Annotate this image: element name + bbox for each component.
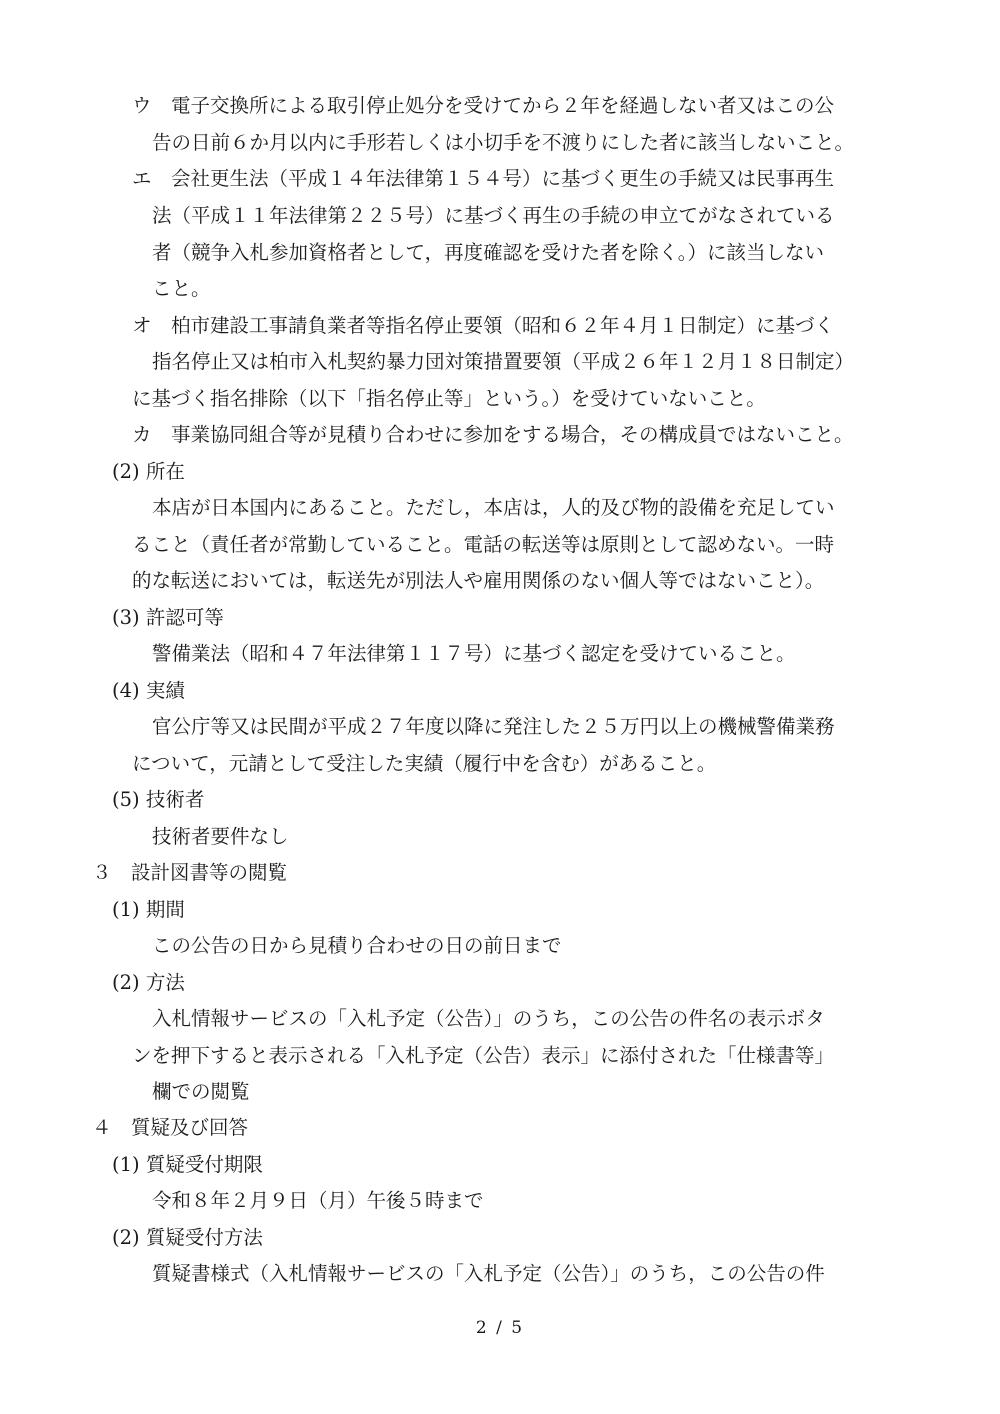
text-line: 的な転送においては，転送先が別法人や雇用関係のない個人等ではないこと）。 <box>132 569 825 592</box>
section-heading: (3) 許認可等 <box>112 606 224 629</box>
chapter-heading: ４ 質疑及び回答 <box>92 1116 249 1139</box>
text-line: ること（責任者が常勤していること。電話の転送等は原則として認めない。一時 <box>132 533 835 556</box>
section-heading: (1) 質疑受付期限 <box>112 1153 263 1176</box>
page-number: 2 / 5 <box>475 1318 525 1338</box>
text-line: 官公庁等又は民間が平成２７年度以降に発注した２５万円以上の機械警備業務 <box>152 715 835 738</box>
text-line: 本店が日本国内にあること。ただし，本店は，人的及び物的設備を充足してい <box>152 496 835 519</box>
text-line: 警備業法（昭和４７年法律第１１７号）に基づく認定を受けていること。 <box>152 642 796 665</box>
text-line: ウ 電子交換所による取引停止処分を受けてから２年を経過しない者又はこの公 <box>132 94 835 117</box>
text-line: 告の日前６か月以内に手形若しくは小切手を不渡りにした者に該当しないこと。 <box>152 131 855 154</box>
text-line: カ 事業協同組合等が見積り合わせに参加をする場合，その構成員ではないこと。 <box>132 423 854 446</box>
section-heading: (1) 期間 <box>112 898 185 921</box>
text-line: 欄での閲覧 <box>152 1080 250 1103</box>
text-line: 技術者要件なし <box>152 825 289 848</box>
text-line: 令和８年２月９日（月）午後５時まで <box>152 1189 484 1212</box>
section-heading: (2) 質疑受付方法 <box>112 1226 263 1249</box>
text-line: オ 柏市建設工事請負業者等指名停止要領（昭和６２年４月１日制定）に基づく <box>132 314 835 337</box>
text-line: 入札情報サービスの「入札予定（公告）」のうち，この公告の件名の表示ボタ <box>152 1007 825 1030</box>
text-line: この公告の日から見積り合わせの日の前日まで <box>152 934 562 957</box>
text-line: 法（平成１１年法律第２２５号）に基づく再生の手続の申立てがなされている <box>152 204 835 227</box>
chapter-heading: ３ 設計図書等の閲覧 <box>92 861 288 884</box>
text-line: 質疑書様式（入札情報サービスの「入札予定（公告）」のうち，この公告の件 <box>152 1262 825 1285</box>
text-line: について，元請として受注した実績（履行中を含む）があること。 <box>132 752 717 775</box>
text-line: に基づく指名排除（以下「指名停止等」という。）を受けていないこと。 <box>132 387 766 410</box>
text-line: 者（競争入札参加資格者として，再度確認を受けた者を除く。）に該当しない <box>152 241 824 264</box>
text-line: 指名停止又は柏市入札契約暴力団対策措置要領（平成２６年１２月１８日制定） <box>152 350 855 373</box>
text-line: エ 会社更生法（平成１４年法律第１５４号）に基づく更生の手続又は民事再生 <box>132 167 835 190</box>
section-heading: (5) 技術者 <box>112 788 205 811</box>
text-line: ンを押下すると表示される「入札予定（公告）表示」に添付された「仕様書等」 <box>132 1044 835 1067</box>
section-heading: (2) 所在 <box>112 460 185 483</box>
section-heading: (4) 実績 <box>112 679 185 702</box>
section-heading: (2) 方法 <box>112 971 185 994</box>
text-line: こと。 <box>152 277 211 300</box>
